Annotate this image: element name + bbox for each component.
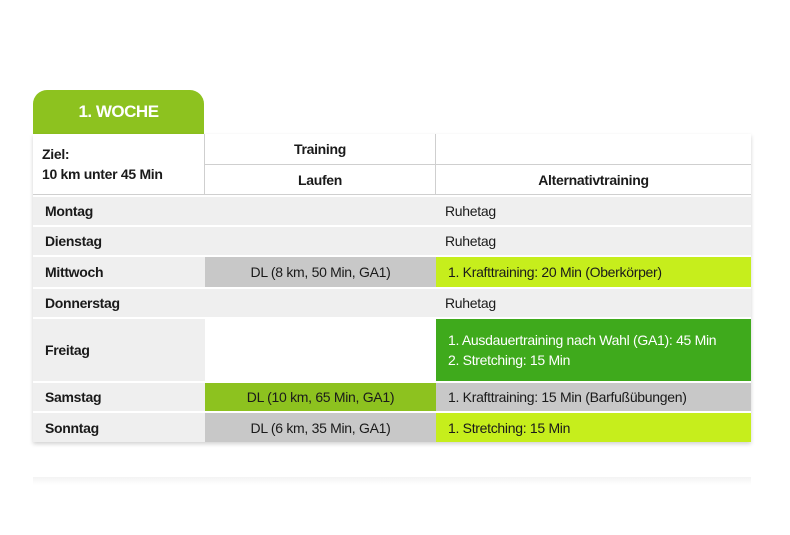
running-cell: DL (10 km, 65 Min, GA1) xyxy=(205,383,436,411)
running-cell: DL (8 km, 50 Min, GA1) xyxy=(205,257,436,287)
goal-value: 10 km unter 45 Min xyxy=(42,166,163,182)
header-training: Training xyxy=(205,134,436,165)
rest-day-cell: Ruhetag xyxy=(205,289,751,317)
day-label: Dienstag xyxy=(33,227,205,255)
running-cell: DL (6 km, 35 Min, GA1) xyxy=(205,413,436,442)
day-label: Mittwoch xyxy=(33,257,205,287)
goal-cell xyxy=(33,134,205,195)
day-label: Freitag xyxy=(33,319,205,381)
alternative-cell: 1. Krafttraining: 20 Min (Oberkörper) xyxy=(436,257,751,287)
alternative-cell: 1. Stretching: 15 Min xyxy=(436,413,751,442)
footer-shadow xyxy=(33,477,751,485)
week-tab: 1. WOCHE xyxy=(33,90,204,134)
rest-day-cell: Ruhetag xyxy=(205,227,751,255)
day-label: Donnerstag xyxy=(33,289,205,317)
training-plan-table xyxy=(33,134,751,442)
header-running: Laufen xyxy=(205,165,436,195)
rest-day-cell: Ruhetag xyxy=(205,197,751,225)
header-empty xyxy=(436,134,751,165)
alternative-line: 2. Stretching: 15 Min xyxy=(448,352,571,368)
day-label: Montag xyxy=(33,197,205,225)
header-alternative: Alternativtraining xyxy=(436,165,751,195)
alternative-cell: 1. Krafttraining: 15 Min (Barfußübungen) xyxy=(436,383,751,411)
day-label: Samstag xyxy=(33,383,205,411)
alternative-line: 1. Ausdauertraining nach Wahl (GA1): 45 Min xyxy=(448,332,717,348)
alternative-cell xyxy=(436,319,751,381)
running-cell xyxy=(205,319,436,381)
day-label: Sonntag xyxy=(33,413,205,442)
goal-label: Ziel: xyxy=(42,146,70,162)
